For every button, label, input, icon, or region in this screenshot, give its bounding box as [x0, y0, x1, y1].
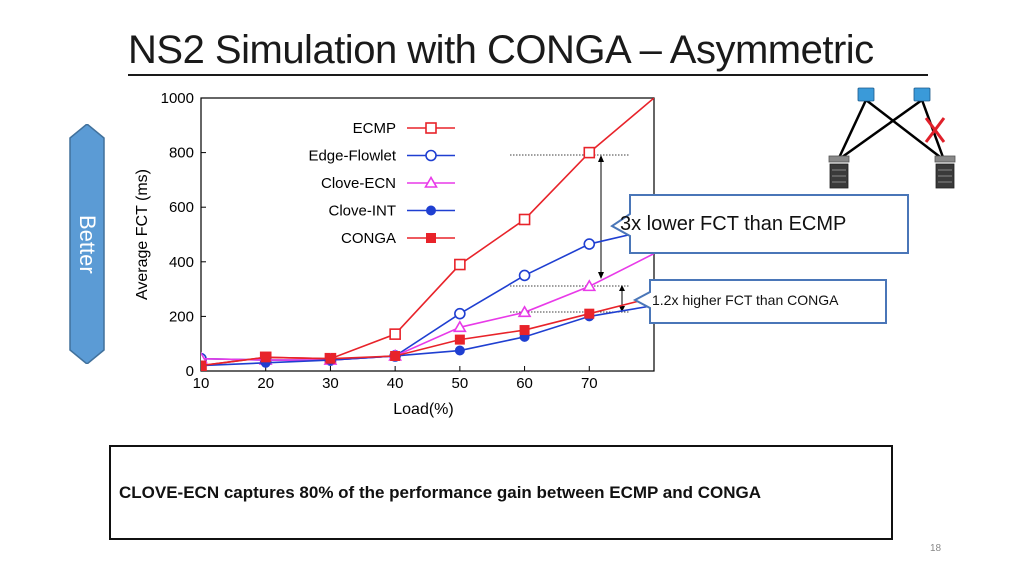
data-point	[455, 260, 465, 270]
data-point	[584, 148, 594, 158]
topology-link	[838, 100, 922, 160]
legend-label: Edge-Flowlet	[308, 147, 396, 165]
data-point	[455, 335, 464, 344]
y-tick-label: 200	[168, 308, 194, 326]
x-tick-label: 20	[257, 375, 275, 392]
x-tick-label: 40	[386, 375, 404, 392]
x-tick-label: 10	[192, 375, 210, 392]
legend-label: ECMP	[352, 120, 396, 137]
summary-box	[109, 445, 893, 540]
y-axis-label: Average FCT (ms)	[134, 169, 151, 300]
x-tick-label: 70	[580, 375, 598, 392]
data-point	[585, 309, 594, 318]
x-axis-label: Load(%)	[393, 401, 454, 418]
data-point	[520, 214, 530, 224]
leaf-switch-icon	[829, 156, 849, 188]
legend-marker	[426, 123, 436, 133]
ecmp-callout-text: 3x lower FCT than ECMP	[620, 213, 847, 235]
y-tick-label: 600	[168, 199, 194, 217]
y-tick-label: 400	[168, 253, 194, 271]
data-point	[197, 361, 206, 370]
slide-title: NS2 Simulation with CONGA – Asymmetric	[128, 28, 874, 72]
conga-callout-text: 1.2x higher FCT than CONGA	[652, 292, 839, 308]
legend-label: Clove-INT	[328, 202, 396, 220]
data-point	[390, 329, 400, 339]
data-point	[584, 239, 594, 249]
data-point	[455, 309, 465, 319]
topology-diagram	[829, 88, 955, 188]
data-point	[520, 270, 530, 280]
spine-switch-icon	[858, 88, 874, 101]
x-tick-label: 50	[451, 375, 469, 392]
data-point	[391, 351, 400, 360]
y-tick-label: 800	[168, 144, 194, 162]
data-point	[326, 354, 335, 363]
legend-marker	[427, 206, 436, 215]
data-point	[520, 326, 529, 335]
page-number: 18	[930, 543, 942, 554]
better-label: Better	[75, 214, 100, 274]
legend-label: Clove-ECN	[320, 175, 396, 192]
x-tick-label: 60	[516, 375, 533, 392]
summary-text: CLOVE-ECN captures 80% of the performance gain between ECMP and CONGA	[119, 482, 762, 502]
y-tick-label: 1000	[160, 90, 194, 107]
legend-label: CONGA	[340, 230, 396, 247]
spine-switch-icon	[914, 88, 930, 101]
leaf-switch-icon	[935, 156, 955, 188]
legend-marker	[426, 151, 436, 161]
y-tick-label: 0	[185, 363, 194, 380]
data-point	[455, 346, 464, 355]
legend-marker	[427, 234, 436, 243]
data-point	[261, 353, 270, 362]
x-tick-label: 30	[322, 375, 339, 392]
